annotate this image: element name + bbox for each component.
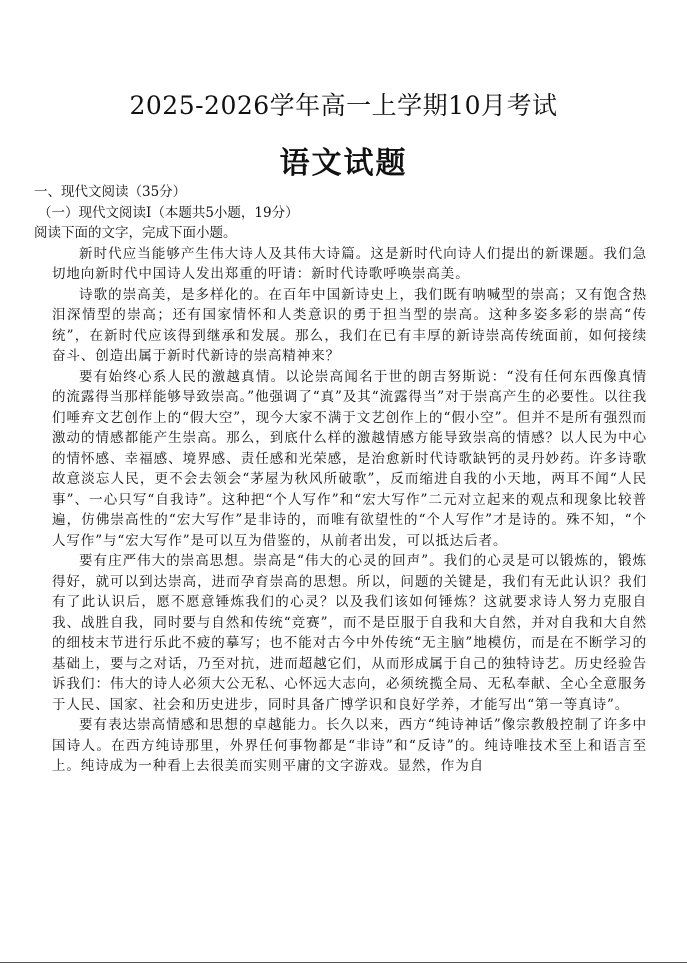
subject-title: 语文试题 [279,146,408,181]
passage-paragraph-4: 要有庄严伟大的崇高思想。崇高是“伟大的心灵的回声”。我们的心灵是可以锻炼的，锻炼得好，就可以到达崇高，进而孕育崇高的思想。所以，问题的关键是，我们有无此认识？我们有了此认识后，愿不愿意锤炼我们的心灵？以及我们该如何锤炼？这就要求诗人努力克服自我、战胜自我，同时要与自然和传统“竞赛”，而不是臣服于自我和大自然，并对自我和大自然的细枝末节进行乐此不疲的摹写；也不能对古今中外传统“无主脑”地模仿，而是在不断学习的基础上，要与之对话，乃至对抗，进而超越它们，从而形成属于自己的独特诗艺。历史经验告诉我们：伟大的诗人必须大公无私、心怀远大志向，必须统揽全局、无私奉献、全心全意服务于人民、国家、社会和历史进步，同时具备广博学识和良好学养，才能写出“第一等真诗”。 [52,553,647,713]
passage-paragraph-3: 要有始终心系人民的激越真情。以论崇高闻名于世的朗吉努斯说：“没有任何东西像真情的流露得当那样能够导致崇高。”他强调了“真”及其“流露得当”对于崇高产生的必要性。以往我们唾弃文艺创作上的“假大空”，现今大家不满于文艺创作上的“假小空”。但并不是所有强烈而激动的情感都能产生崇高。那么，到底什么样的激越情感方能导致崇高的情感？以人民为中心的情怀感、幸福感、境界感、责任感和光荣感，是治愈新时代诗歌缺钙的灵丹妙药。许多诗歌故意淡忘人民，更不会去领会“茅屋为秋风所破歌”，反而缩进自我的小天地，两耳不闻“人民事”、一心只写“自我诗”。这种把“个人写作”和“宏大写作”二元对立起来的观点和现象比较普遍，仿佛崇高性的“宏大写作”是非诗的，而唯有欲望性的“个人写作”才是诗的。殊不知，“个人写作”与“宏大写作”是可以互为借鉴的，从前者出发，可以抵达后者。 [52,368,647,549]
reading-instruction: 阅读下面的文字，完成下面小题。 [34,225,237,241]
passage-paragraph-1: 新时代应当能够产生伟大诗人及其伟大诗篇。这是新时代向诗人们提出的新课题。我们急切地向新时代中国诗人发出郑重的吁请：新时代诗歌呼唤崇高美。 [52,245,647,282]
page-bottom-rule [0,962,687,963]
passage-paragraph-2: 诗歌的崇高美，是多样化的。在百年中国新诗史上，我们既有呐喊型的崇高；又有饱含热泪深情型的崇高；还有国家情怀和人类意识的勇于担当型的崇高。这种多姿多彩的崇高“传统”，在新时代应该得到继承和发展。那么，我们在已有丰厚的新诗崇高传统面前，如何接续奋斗、创造出属于新时代新诗的崇高精神来？ [52,286,647,364]
exam-body [34,182,647,777]
section-heading: 一、现代文阅读（35分） [34,184,187,200]
passage-paragraph-5: 要有表达崇高情感和思想的卓越能力。长久以来，西方“纯诗神话”像宗教般控制了许多中国诗人。在西方纯诗那里，外界任何事物都是“非诗”和“反诗”的。纯诗唯技术至上和语言至上。纯诗成为一种看上去很美而实则平庸的文字游戏。显然，作为自 [52,717,647,774]
section-subheading: （一）现代文阅读Ⅰ（本题共5小题，19分） [38,204,299,221]
exam-title: 2025-2026学年高一上学期10月考试 [129,91,558,120]
